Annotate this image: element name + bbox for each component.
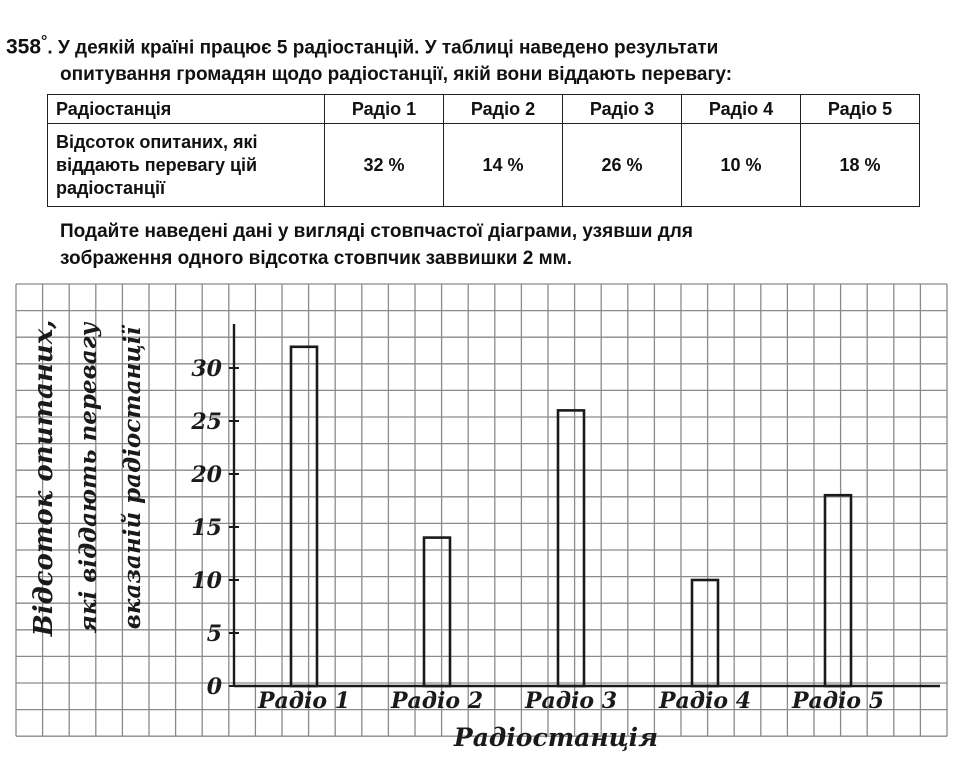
table-cell-value: 32 % bbox=[325, 124, 444, 207]
x-tick-label: Радіо 5 bbox=[791, 688, 885, 714]
problem-degree-mark: ° bbox=[41, 33, 48, 50]
task-line-2: зображення одного відсотка стовпчик заввишки 2 мм. bbox=[60, 248, 572, 269]
bar-chart bbox=[0, 272, 957, 776]
chart-bars bbox=[291, 347, 851, 686]
y-tick-label: 15 bbox=[191, 515, 222, 541]
y-tick-labels bbox=[190, 356, 239, 700]
x-tick-label: Радіо 3 bbox=[524, 688, 618, 714]
y-tick-label: 10 bbox=[191, 568, 222, 594]
chart-axes bbox=[234, 324, 940, 686]
y-tick-label: 0 bbox=[206, 674, 222, 700]
bar bbox=[424, 538, 450, 686]
chart-canvas bbox=[0, 272, 957, 776]
y-axis-label-line: Відсоток опитаних, bbox=[29, 319, 59, 637]
y-axis-label bbox=[29, 320, 146, 638]
task-line-1: Подайте наведені дані у вигляді стовпчастої діаграми, узявши для bbox=[60, 221, 693, 242]
y-tick-label: 25 bbox=[191, 409, 222, 435]
bar bbox=[692, 580, 718, 686]
survey-table bbox=[47, 94, 920, 207]
table-header-row bbox=[48, 95, 920, 124]
bar bbox=[558, 410, 584, 686]
y-axis-label-line: вказаній радіостанції bbox=[119, 326, 146, 630]
problem-line-2: опитування громадян щодо радіостанції, якій вони віддають перевагу: bbox=[60, 64, 733, 86]
table-cell-value: 26 % bbox=[563, 124, 682, 207]
x-axis-label: Радіостанція bbox=[453, 723, 659, 752]
y-axis-label-line: які віддають перевагу bbox=[75, 322, 102, 634]
problem-line-1: . У деякій країні працює 5 радіостанцій. У таблиці наведено результати bbox=[47, 37, 719, 59]
table-header-label: Радіостанція bbox=[48, 95, 325, 124]
y-tick-label: 30 bbox=[191, 356, 222, 382]
y-tick-label: 5 bbox=[206, 621, 222, 647]
table-row-label: Відсоток опитаних, які віддають перевагу цій радіостанції bbox=[48, 124, 325, 207]
problem-number: 358 bbox=[6, 35, 42, 59]
table-column-header: Радіо 5 bbox=[801, 95, 920, 124]
x-tick-label: Радіо 1 bbox=[257, 688, 351, 714]
problem-statement bbox=[6, 28, 946, 88]
table-cell-value: 10 % bbox=[682, 124, 801, 207]
x-tick-label: Радіо 2 bbox=[390, 688, 484, 714]
table-cell-value: 14 % bbox=[444, 124, 563, 207]
table-column-header: Радіо 2 bbox=[444, 95, 563, 124]
table-column-header: Радіо 1 bbox=[325, 95, 444, 124]
table-row bbox=[48, 124, 920, 207]
table-cell-value: 18 % bbox=[801, 124, 920, 207]
task-text bbox=[60, 218, 860, 272]
table-column-header: Радіо 4 bbox=[682, 95, 801, 124]
bar bbox=[291, 347, 317, 686]
table-column-header: Радіо 3 bbox=[563, 95, 682, 124]
x-tick-label: Радіо 4 bbox=[658, 688, 752, 714]
graph-paper-grid bbox=[16, 284, 947, 736]
y-tick-label: 20 bbox=[191, 462, 222, 488]
